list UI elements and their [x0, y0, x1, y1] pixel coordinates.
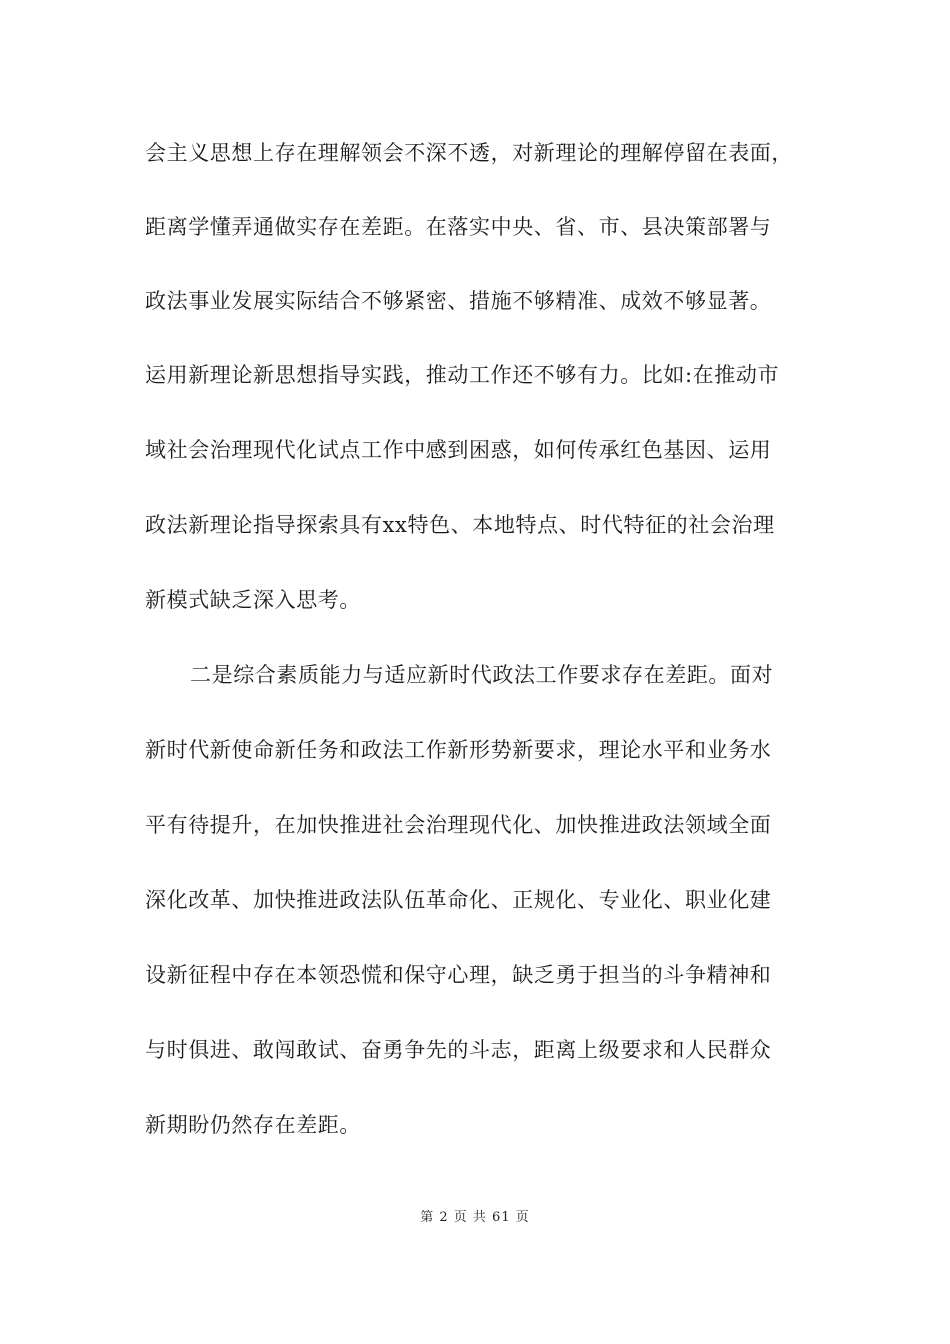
paragraph2-line-2: 新时代新使命新任务和政法工作新形势新要求，理论水平和业务水: [145, 738, 772, 762]
paragraph1-line-3: 政法事业发展实际结合不够紧密、措施不够精准、成效不够显著。: [145, 289, 772, 313]
paragraph2-line-5: 设新征程中存在本领恐慌和保守心理，缺乏勇于担当的斗争精神和: [145, 963, 772, 987]
paragraph1-line-5: 域社会治理现代化试点工作中感到困惑，如何传承红色基因、运用: [145, 438, 772, 462]
paragraph2-line-3: 平有待提升，在加快推进社会治理现代化、加快推进政法领域全面: [145, 813, 772, 837]
paragraph1-line-1: 会主义思想上存在理解领会不深不透，对新理论的理解停留在表面，: [145, 141, 793, 165]
paragraph1-line-7: 新模式缺乏深入思考。: [145, 588, 361, 612]
paragraph2-line-7: 新期盼仍然存在差距。: [145, 1113, 361, 1137]
paragraph1-line-2: 距离学懂弄通做实存在差距。在落实中央、省、市、县决策部署与: [145, 215, 772, 239]
paragraph2-line-1: 二是综合素质能力与适应新时代政法工作要求存在差距。面对: [190, 663, 774, 687]
page-number-footer: 第 2 页 共 61 页: [420, 1210, 530, 1225]
paragraph2-line-4: 深化改革、加快推进政法队伍革命化、正规化、专业化、职业化建: [145, 888, 772, 912]
paragraph2-line-6: 与时俱进、敢闯敢试、奋勇争先的斗志，距离上级要求和人民群众: [145, 1038, 772, 1062]
paragraph1-line-4: 运用新理论新思想指导实践，推动工作还不够有力。比如:在推动市: [145, 363, 780, 387]
paragraph1-line-6: 政法新理论指导探索具有xx特色、本地特点、时代特征的社会治理: [145, 513, 775, 537]
